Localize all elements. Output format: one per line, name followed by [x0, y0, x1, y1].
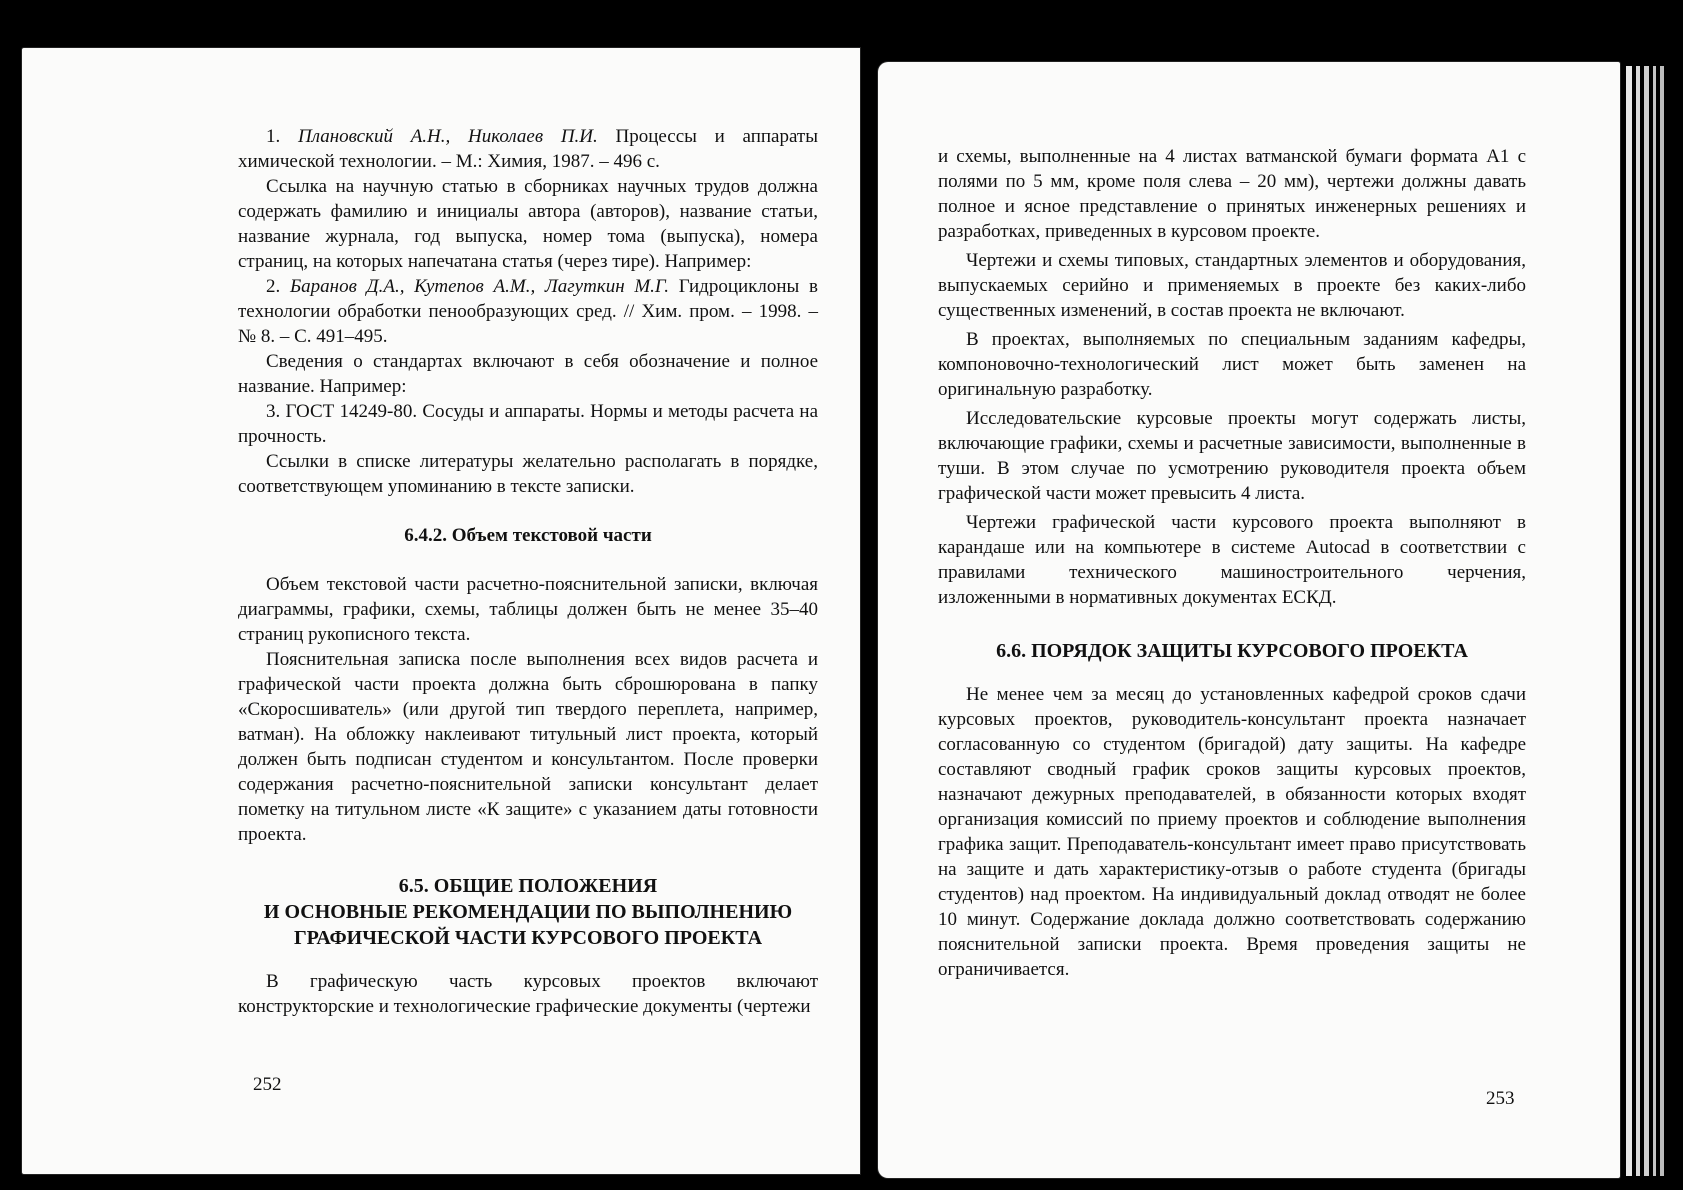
- page-edge-strip: [1644, 66, 1649, 1176]
- reference-2-title: Гидроциклоны в технологии обработки пенообразующих сред. // Хим. пром. – 1998. – № 8. – С. 491–495.: [238, 276, 818, 347]
- left-page-body: [238, 124, 818, 1019]
- paragraph-article-reference: Ссылка на научную статью в сборниках научных трудов должна содержать фамилию и инициалы автора (авторов), название статьи, название журнала, год выпуска, номер тома (выпуска), номера страниц, на которых напечатана статья (через тире). Например:: [238, 176, 818, 272]
- paragraph-binding: Пояснительная записка после выполнения всех видов расчета и графической части проекта должна быть сброшюрована в папку «Скоросшиватель» (или другой тип твердого переплета, например, ватман). На обложку наклеивают титульный лист проекта, который должен быть подписан студентом и консультантом. После проверки содержания расчетно-пояснительной записки консультант делает пометку на титульном листе «К защите» с указанием даты готовности проекта.: [238, 649, 818, 845]
- section-heading-6-6: 6.6. ПОРЯДОК ЗАЩИТЫ КУРСОВОГО ПРОЕКТА: [996, 640, 1468, 662]
- left-page: [22, 48, 860, 1174]
- section-heading-6-5-line-1: 6.5. ОБЩИЕ ПОЛОЖЕНИЯ: [398, 875, 658, 897]
- paragraph-drawing-execution: Чертежи графической части курсового проекта выполняют в карандаше или на компьютере в системе Autocad в соответствии с правилами технического машиностроительного черчения, изложенными в нормативных документах ЕСКД.: [938, 512, 1526, 608]
- reference-1: [238, 124, 818, 174]
- section-heading-6-5: [238, 873, 818, 951]
- reference-2-authors: Баранов Д.А., Кутепов А.М., Лагуткин М.Г.: [289, 276, 670, 297]
- page-edge-strip: [1653, 66, 1656, 1176]
- reference-3: 3. ГОСТ 14249-80. Сосуды и аппараты. Нормы и методы расчета на прочность.: [238, 401, 818, 447]
- reference-1-authors: Плановский А.Н., Николаев П.И.: [297, 126, 598, 147]
- paragraph-text-volume: Объем текстовой части расчетно-пояснительной записки, включая диаграммы, графики, схемы, таблицы должен быть не менее 35–40 страниц рукописного текста.: [238, 574, 818, 645]
- page-edge-strip: [1626, 66, 1632, 1176]
- paragraph-standards: Сведения о стандартах включают в себя обозначение и полное название. Например:: [238, 351, 818, 397]
- reference-2: [238, 274, 818, 349]
- paragraph-research-projects: Исследовательские курсовые проекты могут содержать листы, включающие графики, схемы и расчетные зависимости, выполненные в туши. В этом случае по усмотрению руководителя проекта объем графической части может превысить 4 листа.: [938, 408, 1526, 504]
- paragraph-graphic-part: В графическую часть курсовых проектов включают конструкторские и технологические графические документы (чертежи: [238, 971, 818, 1017]
- page-number-right: 253: [1486, 1088, 1515, 1109]
- paragraph-reference-order: Ссылки в списке литературы желательно располагать в порядке, соответствующем упоминанию в тексте записки.: [238, 451, 818, 497]
- page-edge-strip: [1660, 66, 1664, 1176]
- right-page: [878, 62, 1620, 1178]
- page-edge-strip: [1636, 66, 1640, 1176]
- reference-1-title: Процессы и аппараты химической технологии. – М.: Химия, 1987. – 496 с.: [238, 126, 818, 172]
- page-number-left: 252: [253, 1074, 282, 1095]
- section-heading-6-5-line-2: И ОСНОВНЫЕ РЕКОМЕНДАЦИИ ПО ВЫПОЛНЕНИЮ: [263, 901, 793, 923]
- paragraph-typical-drawings: Чертежи и схемы типовых, стандартных элементов и оборудования, выпускаемых серийно и применяемых в проекте без каких-либо существенных изменений, в состав проекта не включают.: [938, 250, 1526, 321]
- paragraph-continuation: и схемы, выполненные на 4 листах ватманской бумаги формата А1 с полями по 5 мм, кроме поля слева – 20 мм), чертежи должны давать полное и ясное представление о принятых инженерных решениях и разработках, приведенных в курсовом проекте.: [938, 146, 1526, 242]
- paragraph-defense-procedure: Не менее чем за месяц до установленных кафедрой сроков сдачи курсовых проектов, руководитель-консультант проекта назначает согласованную со студентом (бригадой) дату защиты. На кафедре составляют сводный график сроков защиты курсовых проектов, назначают дежурных преподавателей, в обязанности которых входят организация комиссий по приему проектов и соблюдение выполнения графика защит. Преподаватель-консультант имеет право присутствовать на защите и дать характеристику-отзыв о работе студента (бригады студентов) над проектом. На индивидуальный доклад отводят не более 10 минут. Содержание доклада должно соответствовать содержанию пояснительной записки проекта. Время проведения защиты не ограничивается.: [938, 684, 1526, 980]
- section-heading-6-5-line-3: ГРАФИЧЕСКОЙ ЧАСТИ КУРСОВОГО ПРОЕКТА: [293, 927, 763, 949]
- section-heading-6-4-2: 6.4.2. Объем текстовой части: [404, 525, 652, 546]
- paragraph-special-projects: В проектах, выполняемых по специальным заданиям кафедры, компоновочно-технологический лист может быть заменен на оригинальную разработку.: [938, 329, 1526, 400]
- right-page-body: [938, 144, 1526, 982]
- reference-1-number: 1.: [266, 126, 281, 147]
- reference-2-number: 2.: [266, 276, 281, 297]
